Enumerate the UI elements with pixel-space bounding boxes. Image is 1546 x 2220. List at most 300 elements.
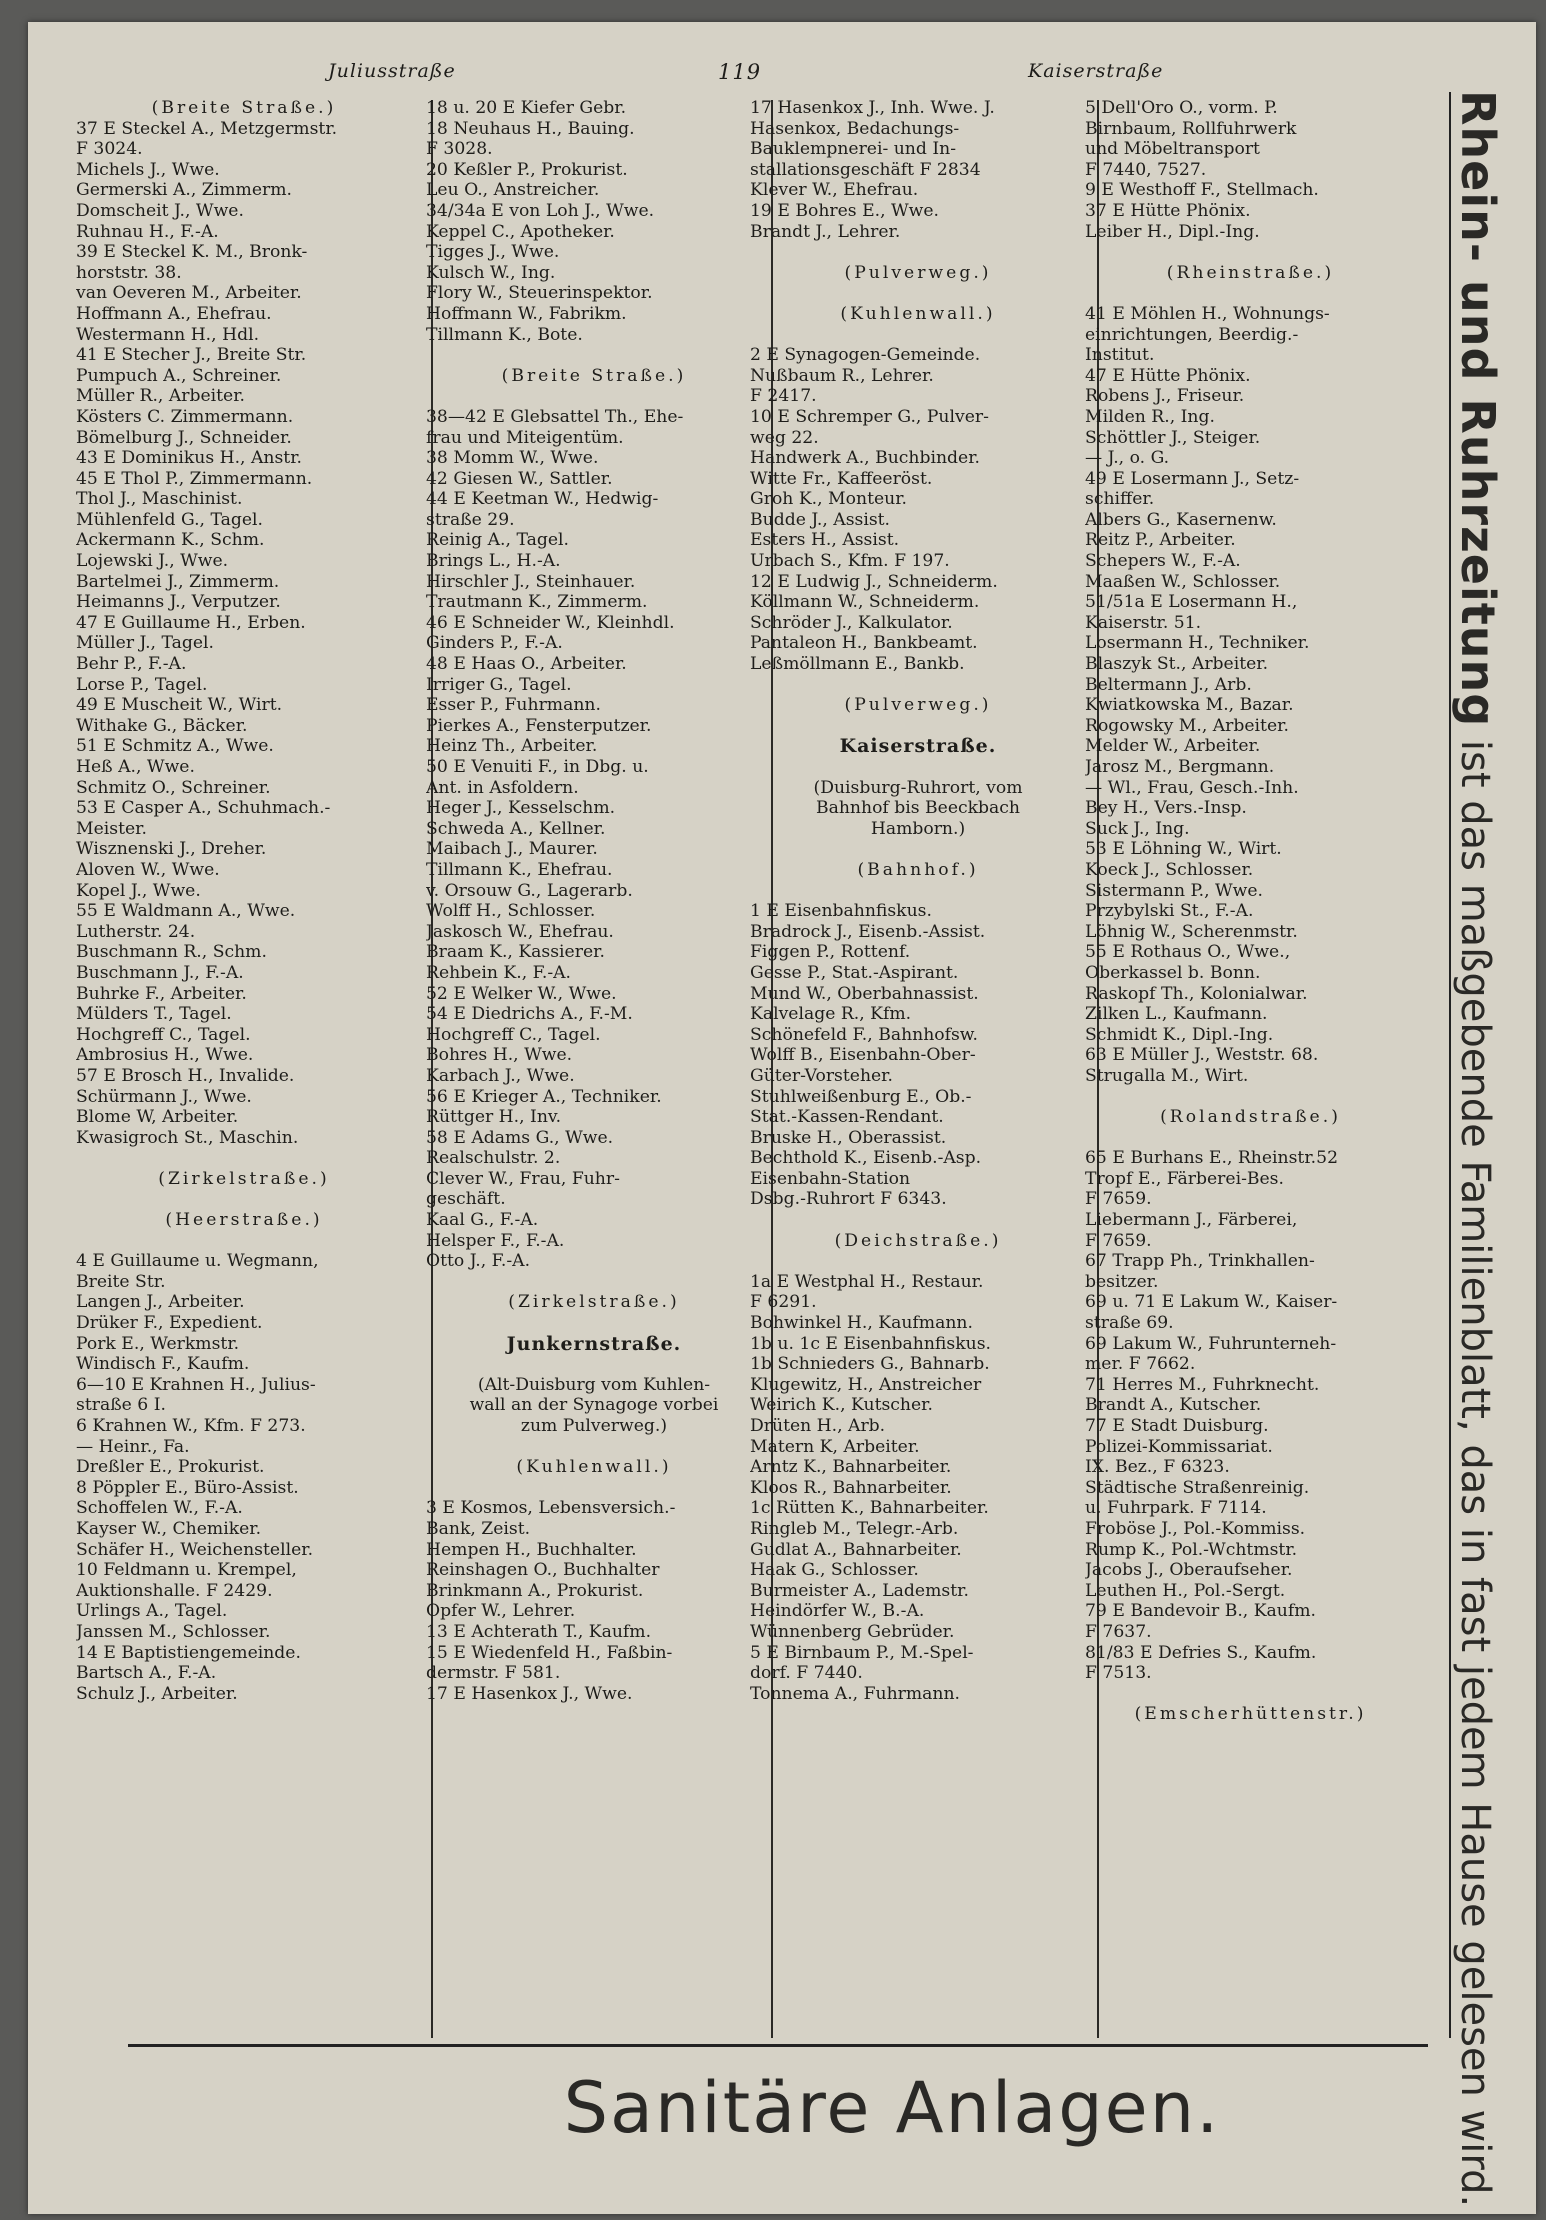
directory-entry: 9 E Westhoff F., Stellmach. (1085, 180, 1319, 201)
directory-entry: 20 Keßler P., Prokurist. (426, 159, 628, 180)
directory-entry: Kloos R., Bahnarbeiter. (750, 1477, 952, 1498)
directory-entry: Bartsch A., F.-A. (76, 1663, 217, 1684)
spacer (426, 345, 786, 366)
directory-entry: besitzer. (1085, 1271, 1159, 1292)
directory-entry: Lutherstr. 24. (76, 921, 196, 942)
directory-entry: Bradrock J., Eisenb.-Assist. (750, 921, 986, 942)
directory-entry: Wolff H., Schlosser. (426, 901, 596, 922)
directory-entry: F 3028. (426, 139, 493, 160)
directory-entry: Domscheit J., Wwe. (76, 200, 244, 221)
directory-entry: Jacobs J., Oberaufseher. (1085, 1560, 1293, 1581)
spacer (76, 1189, 436, 1210)
directory-entry: Heindörfer W., B.-A. (750, 1601, 925, 1622)
directory-entry: Schröder J., Kalkulator. (750, 612, 953, 633)
spacer (1085, 1087, 1440, 1108)
directory-entry: Heß A., Wwe. (76, 757, 195, 777)
spacer (1085, 283, 1440, 304)
directory-entry: straße 6 I. (76, 1395, 166, 1416)
side-advertisement (1448, 90, 1508, 2208)
directory-entry: — Wl., Frau, Gesch.-Inh. (1085, 777, 1299, 798)
running-head-right: Kaiserstraße (1028, 60, 1164, 82)
directory-entry: Polizei-Kommissariat. (1085, 1436, 1273, 1457)
directory-entry: — Heinr., Fa. (76, 1436, 190, 1457)
directory-entry: Heinz Th., Arbeiter. (426, 736, 598, 757)
directory-entry: Thol J., Maschinist. (76, 489, 243, 510)
directory-entry: 4 E Guillaume u. Wegmann, (76, 1251, 319, 1272)
directory-entry: Mühlenfeld G., Tagel. (76, 509, 263, 530)
directory-entry: straße 69. (1085, 1313, 1174, 1334)
directory-entry: Reinig A., Tagel. (426, 530, 569, 551)
directory-entry: frau und Miteigentüm. (426, 427, 624, 448)
directory-entry: 53 E Löhning W., Wirt. (1085, 839, 1282, 860)
directory-entry: Tonnema A., Fuhrmann. (750, 1683, 961, 1704)
directory-entry: Pierkes A., Fensterputzer. (426, 715, 652, 736)
spacer (426, 1437, 786, 1458)
directory-entry: Esser P., Fuhrmann. (426, 695, 601, 716)
directory-entry: Aloven W., Wwe. (76, 859, 220, 880)
directory-entry: wall an der Synagoge vorbei (469, 1395, 719, 1416)
directory-entry: Bauklempnerei- und In- (750, 139, 956, 160)
directory-entry: 49 E Muscheit W., Wirt. (76, 695, 283, 716)
directory-entry: Flory W., Steuerinspektor. (426, 283, 653, 304)
directory-entry: van Oeveren M., Arbeiter. (76, 283, 302, 304)
directory-entry: Drüten H., Arb. (750, 1416, 886, 1436)
directory-entry: Bömelburg J., Schneider. (76, 427, 292, 448)
directory-entry: Michels J., Wwe. (76, 159, 220, 180)
directory-entry: Hoffmann A., Ehefrau. (76, 303, 272, 324)
directory-entry: Tigges J., Wwe. (426, 242, 560, 263)
directory-entry: Hoffmann W., Fabrikm. (426, 303, 627, 324)
directory-entry: 6—10 E Krahnen H., Julius- (76, 1374, 316, 1395)
directory-entry: 2 E Synagogen-Gemeinde. (750, 345, 981, 366)
directory-entry: 48 E Haas O., Arbeiter. (426, 654, 627, 675)
directory-entry: 38 Momm W., Wwe. (426, 448, 599, 469)
directory-entry: Rump K., Pol.-Wchtmstr. (1085, 1539, 1298, 1560)
directory-entry: F 7637. (1085, 1621, 1152, 1642)
directory-entry: Zilken L., Kaufmann. (1085, 1004, 1268, 1025)
directory-entry: Leuthen H., Pol.-Sergt. (1085, 1580, 1286, 1601)
directory-entry: Buhrke F., Arbeiter. (76, 983, 247, 1004)
spacer (750, 675, 1110, 696)
directory-entry: Keppel C., Apotheker. (426, 221, 615, 242)
directory-entry: Realschulstr. 2. (426, 1148, 561, 1169)
directory-entry: Mund W., Oberbahnassist. (750, 983, 979, 1004)
directory-entry: Köllmann W., Schneiderm. (750, 592, 980, 613)
directory-entry: 41 E Stecher J., Breite Str. (76, 345, 307, 366)
directory-entry: 37 E Hütte Phönix. (1085, 200, 1251, 221)
directory-entry: Opfer W., Lehrer. (426, 1601, 576, 1622)
directory-entry: Leu O., Anstreicher. (426, 180, 600, 201)
directory-entry: Heimanns J., Verputzer. (76, 592, 281, 613)
directory-entry: geschäft. (426, 1189, 506, 1210)
directory-entry: u. Fuhrpark. F 7114. (1085, 1498, 1267, 1519)
directory-entry: 1b Schnieders G., Bahnarb. (750, 1354, 990, 1375)
directory-entry: Bohwinkel H., Kaufmann. (750, 1313, 973, 1334)
directory-entry: Pumpuch A., Schreiner. (76, 365, 282, 386)
directory-column-1 (76, 98, 436, 2038)
directory-entry: Ambrosius H., Wwe. (76, 1045, 254, 1066)
directory-entry: Raskopf Th., Kolonialwar. (1085, 983, 1308, 1004)
directory-entry: 77 E Stadt Duisburg. (1085, 1416, 1269, 1436)
directory-entry: Dsbg.-Ruhrort F 6343. (750, 1189, 947, 1210)
directory-entry: Germerski A., Zimmerm. (76, 180, 292, 201)
directory-entry: dermstr. F 581. (426, 1663, 561, 1684)
directory-entry: Schürmann J., Wwe. (76, 1086, 252, 1107)
directory-entry: Reinshagen O., Buchhalter (426, 1560, 660, 1581)
directory-entry: Stat.-Kassen-Rendant. (750, 1107, 944, 1128)
directory-entry: 69 Lakum W., Fuhrunterneh- (1085, 1333, 1337, 1354)
directory-entry: 12 E Ludwig J., Schneiderm. (750, 571, 998, 592)
directory-entry: Lorse P., Tagel. (76, 674, 208, 695)
directory-entry: Koeck J., Schlosser. (1085, 859, 1254, 880)
directory-entry: 55 E Waldmann A., Wwe. (76, 901, 296, 922)
directory-entry: Bank, Zeist. (426, 1518, 531, 1539)
directory-entry: Gudlat A., Bahnarbeiter. (750, 1539, 962, 1560)
directory-entry: Maibach J., Maurer. (426, 839, 598, 860)
directory-entry: (Alt-Duisburg vom Kuhlen- (477, 1374, 711, 1395)
directory-entry: Rüttger H., Inv. (426, 1107, 562, 1128)
directory-entry: Urbach S., Kfm. F 197. (750, 551, 950, 572)
directory-entry: Suck J., Ing. (1085, 818, 1190, 839)
directory-entry: Städtische Straßenreinig. (1085, 1477, 1310, 1498)
directory-entry: 52 E Welker W., Wwe. (426, 983, 617, 1004)
spacer (750, 283, 1110, 304)
directory-entry: Schweda A., Kellner. (426, 818, 606, 839)
directory-entry: 39 E Steckel K. M., Bronk- (76, 242, 308, 263)
directory-entry: Schöttler J., Steiger. (1085, 427, 1261, 448)
directory-page (28, 22, 1536, 2214)
directory-entry: 18 Neuhaus H., Bauing. (426, 118, 635, 139)
directory-column-2 (426, 98, 786, 2038)
directory-entry: 65 E Burhans E., Rheinstr.52 (1085, 1148, 1339, 1169)
directory-entry: v. Orsouw G., Lagerarb. (426, 880, 633, 901)
directory-entry: IX. Bez., F 6323. (1085, 1457, 1230, 1478)
directory-entry: Hasenkox, Bedachungs- (750, 118, 960, 139)
directory-entry: Przybylski St., F.-A. (1085, 901, 1254, 922)
directory-entry: Gesse P., Stat.-Aspirant. (750, 962, 959, 983)
directory-entry: Hochgreff C., Tagel. (76, 1024, 251, 1045)
directory-entry: Behr P., F.-A. (76, 654, 187, 675)
directory-entry: Irriger G., Tagel. (426, 674, 572, 695)
directory-entry: F 7659. (1085, 1189, 1152, 1210)
spacer (426, 1354, 786, 1375)
directory-entry: Losermann H., Techniker. (1085, 633, 1310, 654)
directory-entry: Kwasigroch St., Maschin. (76, 1127, 299, 1148)
spacer (1085, 1128, 1440, 1149)
cross-street: (Emscherhüttenstr.) (1134, 1704, 1367, 1725)
directory-entry: Clever W., Frau, Fuhr- (426, 1168, 620, 1189)
directory-entry: Tropf E., Färberei-Bes. (1085, 1168, 1284, 1189)
directory-entry: F 7513. (1085, 1663, 1152, 1684)
directory-entry: 19 E Bohres E., Wwe. (750, 200, 940, 221)
directory-entry: 14 E Baptistiengemeinde. (76, 1642, 301, 1663)
directory-entry: Drüker F., Expedient. (76, 1313, 263, 1334)
directory-entry: Liebermann J., Färberei, (1085, 1210, 1298, 1231)
directory-entry: F 7659. (1085, 1230, 1152, 1251)
directory-entry: — J., o. G. (1085, 448, 1170, 469)
spacer (76, 1231, 436, 1252)
directory-entry: 56 E Krieger A., Techniker. (426, 1086, 662, 1107)
directory-entry: Müller R., Arbeiter. (76, 386, 246, 407)
directory-entry: 1b u. 1c E Eisenbahnfiskus. (750, 1333, 991, 1354)
spacer (750, 757, 1110, 778)
directory-entry: Matern K, Arbeiter. (750, 1436, 920, 1457)
cross-street: (Pulverweg.) (844, 695, 992, 716)
directory-entry: Albers G., Kasernenw. (1085, 509, 1277, 530)
bottom-advertisement: Sanitäre Anlagen. (563, 2067, 1221, 2149)
directory-entry: mer. F 7662. (1085, 1354, 1196, 1375)
directory-entry: Wünnenberg Gebrüder. (750, 1621, 955, 1642)
directory-entry: weg 22. (750, 427, 819, 448)
directory-entry: Institut. (1085, 345, 1155, 366)
street-heading: Kaiserstraße. (839, 735, 997, 758)
directory-entry: 37 E Steckel A., Metzgermstr. (76, 118, 338, 139)
directory-entry: 63 E Müller J., Weststr. 68. (1085, 1045, 1319, 1066)
directory-entry: 18 u. 20 E Kiefer Gebr. (426, 98, 627, 118)
directory-entry: 51 E Schmitz A., Wwe. (76, 736, 274, 757)
directory-entry: Schönefeld F., Bahnhofsw. (750, 1024, 978, 1045)
directory-entry: Leßmöllmann E., Bankb. (750, 654, 965, 675)
directory-entry: einrichtungen, Beerdig.- (1085, 324, 1299, 345)
directory-entry: 13 E Achterath T., Kaufm. (426, 1621, 652, 1642)
directory-entry: Heger J., Kesselschm. (426, 798, 616, 819)
cross-street: (Breite Straße.) (501, 365, 687, 386)
directory-entry: 51/51a E Losermann H., (1085, 592, 1298, 613)
directory-entry: Hempen H., Buchhalter. (426, 1539, 637, 1560)
directory-entry: Arntz K., Bahnarbeiter. (750, 1457, 952, 1478)
directory-entry: Esters H., Assist. (750, 530, 900, 551)
directory-entry: und Möbeltransport (1085, 139, 1260, 160)
page-number: 119 (718, 60, 762, 84)
street-heading: Junkernstraße. (506, 1332, 682, 1355)
directory-entry: Stuhlweißenburg E., Ob.- (750, 1086, 972, 1107)
directory-entry: Kösters C. Zimmermann. (76, 406, 294, 427)
directory-entry: Maaßen W., Schlosser. (1085, 571, 1281, 592)
directory-entry: Buschmann R., Schm. (76, 942, 267, 963)
directory-entry: Hirschler J., Steinhauer. (426, 571, 636, 592)
directory-entry: 54 E Diedrichs A., F.-M. (426, 1004, 633, 1025)
directory-entry: Ruhnau H., F.-A. (76, 221, 219, 242)
directory-entry: Pantaleon H., Bankbeamt. (750, 633, 978, 654)
directory-entry: schiffer. (1085, 489, 1155, 510)
directory-entry: Kaiserstr. 51. (1085, 612, 1202, 633)
directory-entry: Braam K., Kassierer. (426, 942, 605, 963)
directory-entry: 5 E Birnbaum P., M.-Spel- (750, 1642, 974, 1663)
directory-entry: 3 E Kosmos, Lebensversich.- (426, 1498, 676, 1519)
directory-entry: 67 Trapp Ph., Trinkhallen- (1085, 1251, 1315, 1272)
cross-street: (Zirkelstraße.) (158, 1168, 330, 1189)
directory-entry: Brandt J., Lehrer. (750, 221, 901, 242)
directory-entry: Schmidt K., Dipl.-Ing. (1085, 1024, 1274, 1045)
directory-entry: Brandt A., Kutscher. (1085, 1395, 1262, 1416)
spacer (750, 1251, 1110, 1272)
directory-entry: Jaskosch W., Ehefrau. (426, 921, 614, 942)
directory-entry: Burmeister A., Lademstr. (750, 1580, 969, 1601)
directory-entry: horststr. 38. (76, 262, 182, 283)
directory-entry: Bohres H., Wwe. (426, 1045, 573, 1066)
directory-entry: Kopel J., Wwe. (76, 880, 201, 901)
directory-entry: Klever W., Ehefrau. (750, 180, 919, 201)
directory-entry: Birnbaum, Rollfuhrwerk (1085, 118, 1297, 139)
directory-entry: Rehbein K., F.-A. (426, 962, 572, 983)
spacer (750, 881, 1110, 902)
cross-street: (Bahnhof.) (857, 859, 979, 880)
directory-entry: Kalvelage R., Kfm. (750, 1004, 912, 1025)
directory-entry: Oberkassel b. Bonn. (1085, 962, 1261, 983)
directory-entry: Brinkmann A., Prokurist. (426, 1580, 644, 1601)
directory-entry: 1 E Eisenbahnfiskus. (750, 901, 932, 922)
directory-entry: Hochgreff C., Tagel. (426, 1024, 601, 1045)
directory-entry: Budde J., Assist. (750, 509, 891, 530)
spacer (426, 1313, 786, 1334)
directory-entry: 69 u. 71 E Lakum W., Kaiser- (1085, 1292, 1338, 1313)
directory-entry: 55 E Rothaus O., Wwe., (1085, 942, 1291, 963)
directory-entry: 44 E Keetman W., Hedwig- (426, 489, 659, 510)
directory-entry: Sistermann P., Wwe. (1085, 880, 1264, 901)
directory-entry: 79 E Bandevoir B., Kaufm. (1085, 1601, 1316, 1622)
directory-entry: Müller J., Tagel. (76, 633, 214, 654)
directory-entry: 58 E Adams G., Wwe. (426, 1127, 614, 1148)
directory-entry: Dreßler E., Prokurist. (76, 1457, 265, 1478)
directory-entry: Wisznenski J., Dreher. (76, 839, 267, 860)
spacer (750, 839, 1110, 860)
cross-street: (Kuhlenwall.) (840, 303, 996, 324)
directory-entry: 81/83 E Defries S., Kaufm. (1085, 1642, 1317, 1663)
directory-entry: Trautmann K., Zimmerm. (426, 592, 648, 613)
directory-entry: 38—42 E Glebsattel Th., Ehe- (426, 406, 684, 427)
directory-entry: F 3024. (76, 139, 143, 160)
directory-entry: Eisenbahn-Station (750, 1168, 911, 1189)
cross-street: (Rheinstraße.) (1166, 262, 1335, 283)
directory-entry: Figgen P., Rottenf. (750, 942, 911, 963)
directory-entry: Windisch F., Kaufm. (76, 1354, 250, 1375)
spacer (750, 325, 1110, 346)
directory-entry: zum Pulverweg.) (520, 1416, 668, 1436)
directory-entry: Jarosz M., Bergmann. (1085, 757, 1275, 777)
directory-entry: 71 Herres M., Fuhrknecht. (1085, 1374, 1320, 1395)
directory-entry: Tillmann K., Bote. (426, 324, 583, 345)
directory-entry: Tillmann K., Ehefrau. (426, 859, 613, 880)
directory-entry: Haak G., Schlosser. (750, 1560, 919, 1581)
directory-entry: Ackermann K., Schm. (76, 530, 265, 551)
directory-entry: Helsper F., F.-A. (426, 1230, 565, 1251)
directory-entry: Brings L., H.-A. (426, 551, 561, 572)
directory-entry: 45 E Thol P., Zimmermann. (76, 468, 313, 489)
directory-entry: Güter-Vorsteher. (750, 1065, 893, 1086)
directory-entry: Wolff B., Eisenbahn-Ober- (750, 1045, 976, 1066)
spacer (750, 242, 1110, 263)
directory-entry: 53 E Casper A., Schuhmach.- (76, 798, 331, 819)
directory-entry: Beltermann J., Arb. (1085, 674, 1252, 695)
directory-entry: Karbach J., Wwe. (426, 1065, 575, 1086)
directory-entry: Breite Str. (76, 1271, 166, 1292)
directory-entry: Hamborn.) (870, 818, 966, 839)
spacer (750, 1210, 1110, 1231)
directory-entry: straße 29. (426, 509, 515, 530)
cross-street: (Breite Straße.) (151, 98, 337, 118)
directory-entry: 15 E Wiedenfeld H., Faßbin- (426, 1642, 673, 1663)
directory-entry: Froböse J., Pol.-Kommiss. (1085, 1518, 1306, 1539)
cross-street: (Kuhlenwall.) (516, 1457, 672, 1478)
directory-entry: Janssen M., Schlosser. (76, 1621, 271, 1642)
directory-entry: Rogowsky M., Arbeiter. (1085, 715, 1289, 736)
spacer (426, 386, 786, 407)
directory-entry: Bechthold K., Eisenb.-Asp. (750, 1148, 982, 1169)
spacer (1085, 242, 1440, 263)
directory-entry: Bartelmei J., Zimmerm. (76, 571, 280, 592)
directory-entry: 10 Feldmann u. Krempel, (76, 1560, 297, 1581)
cross-street: (Deichstraße.) (834, 1230, 1002, 1251)
directory-entry: Strugalla M., Wirt. (1085, 1065, 1249, 1086)
directory-entry: Nußbaum R., Lehrer. (750, 365, 934, 386)
directory-entry: Witte Fr., Kaffeeröst. (750, 468, 933, 489)
directory-entry: Weirich K., Kutscher. (750, 1395, 933, 1416)
directory-column-3 (750, 98, 1110, 2038)
directory-entry: 43 E Dominikus H., Anstr. (76, 448, 302, 469)
directory-entry: 5 Dell'Oro O., vorm. P. (1085, 98, 1278, 118)
directory-entry: Bruske H., Oberassist. (750, 1127, 947, 1148)
directory-entry: 6 Krahnen W., Kfm. F 273. (76, 1416, 306, 1436)
directory-entry: Schäfer H., Weichensteller. (76, 1539, 314, 1560)
directory-entry: Melder W., Arbeiter. (1085, 736, 1261, 757)
directory-entry: Reitz P., Arbeiter. (1085, 530, 1236, 551)
bottom-rule (128, 2044, 1428, 2047)
directory-entry: 8 Pöppler E., Büro-Assist. (76, 1477, 299, 1498)
directory-entry: 34/34a E von Loh J., Wwe. (426, 200, 655, 221)
cross-street: (Pulverweg.) (844, 262, 992, 283)
directory-entry: Withake G., Bäcker. (76, 715, 248, 736)
cross-street: (Rolandstraße.) (1160, 1107, 1341, 1128)
directory-entry: Ringleb M., Telegr.-Arb. (750, 1518, 959, 1539)
cross-street: (Heerstraße.) (165, 1210, 323, 1231)
directory-entry: 46 E Schneider W., Kleinhdl. (426, 612, 675, 633)
directory-entry: F 2417. (750, 386, 817, 407)
directory-entry: Bahnhof bis Beeckbach (815, 798, 1020, 819)
directory-entry: Ginders P., F.-A. (426, 633, 563, 654)
directory-entry: Kayser W., Chemiker. (76, 1518, 262, 1539)
directory-entry: Schulz J., Arbeiter. (76, 1683, 238, 1704)
directory-entry: Kaal G., F.-A. (426, 1210, 539, 1231)
directory-entry: 49 E Losermann J., Setz- (1085, 468, 1300, 489)
directory-entry: Robens J., Friseur. (1085, 386, 1245, 407)
spacer (426, 1478, 786, 1499)
directory-entry: Bey H., Vers.-Insp. (1085, 798, 1247, 819)
directory-entry: (Duisburg-Ruhrort, vom (813, 777, 1023, 798)
directory-entry: Meister. (76, 818, 147, 839)
directory-entry: 10 E Schremper G., Pulver- (750, 406, 989, 427)
directory-entry: 17 E Hasenkox J., Wwe. (426, 1683, 633, 1704)
directory-entry: dorf. F 7440. (750, 1663, 863, 1684)
directory-column-4 (1085, 98, 1440, 2038)
directory-entry: Buschmann J., F.-A. (76, 962, 244, 983)
directory-entry: 17 Hasenkox J., Inh. Wwe. J. (750, 98, 995, 118)
directory-entry: Westermann H., Hdl. (76, 324, 260, 345)
directory-entry: Blaszyk St., Arbeiter. (1085, 654, 1269, 675)
directory-entry: 50 E Venuiti F., in Dbg. u. (426, 757, 649, 777)
directory-entry: Otto J., F.-A. (426, 1251, 531, 1272)
side-ad-brand: Rhein- und Ruhrzeitung (1451, 90, 1505, 728)
directory-entry: Kwiatkowska M., Bazar. (1085, 695, 1294, 716)
directory-entry: 47 E Guillaume H., Erben. (76, 612, 306, 633)
directory-entry: Milden R., Ing. (1085, 406, 1215, 427)
directory-entry: Kulsch W., Ing. (426, 262, 556, 283)
directory-entry: F 6291. (750, 1292, 817, 1313)
directory-entry: Mülders T., Tagel. (76, 1004, 232, 1025)
directory-entry: 41 E Möhlen H., Wohnungs- (1085, 303, 1330, 324)
spacer (750, 716, 1110, 737)
running-head-left: Juliusstraße (328, 60, 456, 82)
directory-entry: Urlings A., Tagel. (76, 1601, 228, 1622)
